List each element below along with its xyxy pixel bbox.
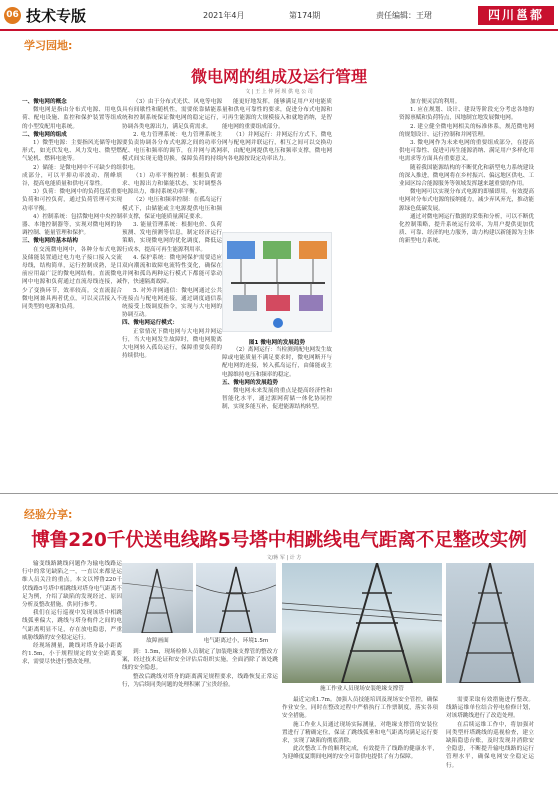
article1-title: 微电网的组成及运行管理: [190, 67, 367, 86]
photo-installation: [282, 563, 442, 683]
photo2-caption: 电气距离过小，环境1.5m: [203, 638, 269, 644]
paragraph: 4. 保护系统：微电网保护需要适应双向潮流和故障电流特性变化，确保在并网和孤岛两种运行模式下都能可靠动作，快速隔离故障。: [122, 254, 222, 286]
paragraph: 微电网未来发展的重点是提高经济性和智能化水平，通过源网荷储一体化协同控制，实现多能互补，促进能源结构转型。: [222, 388, 332, 411]
photo3-caption: 施工作业人员现场安装绝缘支撑管: [320, 686, 404, 692]
paragraph: 随着我国能源结构的不断优化和新型电力系统建设的深入推进，微电网将在乡村振兴、偏远地区供电、工业园区综合能源服务等领域发挥越来越重要的作用。: [399, 164, 534, 188]
issue-date: 2021年4月: [203, 11, 245, 20]
subheading: 四、微电网运行模式：: [122, 320, 178, 327]
paragraph: 到：1.5m，现场检修人员制定了加装绝缘支撑管的整改方案，经过技术论证和安全评估后组织实施，全面消除了该处跳线的安全隐患。: [122, 649, 278, 672]
article2-column-1: [22, 560, 122, 796]
paragraph: 2. 建立健全微电网相关的标准体系，规范微电网的规划设计、运行控制和并网管理。: [399, 123, 534, 138]
paragraph: 3）负荷：微电网中的负荷包括重要负荷和可控负荷，通过负荷管理可实现功率平衡。: [22, 189, 122, 212]
paragraph: 正常情况下微电网与大电网并网运行，当大电网发生故障时，微电网脱离大电网转入孤岛运行，保障重要负荷的持续供电。: [122, 328, 222, 360]
paragraph: 1）微型电源：主要指风光储等电源形式，如光伏发电、风力发电、微型燃气轮机、燃料电池等。: [22, 140, 122, 163]
paragraph: 通过对微电网运行数据的采集和分析，可以不断优化控制策略，提升系统运行效率，为用户提供更加优质、可靠、经济的电力服务，助力构建以新能源为主体的新型电力系统。: [399, 213, 534, 245]
paragraph: 经现场测量，跳线对塔身最小距离约1.5m，小于规程规定的安全距离要求，需要尽快进行整改处理。: [22, 643, 122, 666]
section-divider: [0, 493, 558, 494]
subheading: 一、微电网的概念: [22, 99, 67, 105]
paragraph: 施工作业人员通过现场实际测量，对绝缘支撑管的安装位置进行了精确定位，保证了跳线弧垂和电气距离均满足运行要求，实现了缺陷的彻底消除。: [282, 721, 438, 745]
paragraph: 1. 应在规划、设计、建设等阶段充分考虑各地的资源禀赋和负荷特点，因地制宜地发展微电网。: [399, 107, 534, 122]
article1-column-2: [122, 98, 222, 490]
article1-column-3b: [222, 346, 332, 490]
subheading: 三、微电网的基本结构: [22, 238, 78, 245]
paragraph: 在后续运维工作中，将加强对同类型杆塔跳线的巡视检查，建立缺陷隐患台账，及时发现并消除安全隐患，不断提升输电线路的运行管理水平，确保电网安全稳定运行。: [446, 721, 534, 769]
paragraph: 4）控制系统：包括微电网中央控制器、本地控制器等，实现对微电网的协调控制、能量管理和保护。: [22, 213, 122, 237]
microgrid-diagram-graphic: [223, 233, 333, 333]
paragraph: （3）由于分布式光伏、风电等电源具有间歇性和随机性，需要依靠储能系统和控制系统保证微电网的稳定运行，协调各类电源出力，满足负荷需求。: [122, 99, 222, 130]
photo1-caption: 故障画面: [146, 638, 169, 644]
paragraph: 整改后跳线对塔身的距离满足规程要求，线路恢复正常运行，为后续同类问题的处理积累了宝贵经验。: [122, 673, 278, 688]
article1-byline: 文 | 王 上 仲 阿 坝 供 电 公 司: [245, 89, 313, 95]
issue-number: 第174期: [289, 11, 321, 20]
tower-photo-3: [282, 563, 442, 683]
paragraph: 5. 对外并网通信：微电网通过公共连接点与配电网连接，通过调度通信系统接受上级调度指令，实现与大电网的协调互动。: [122, 287, 222, 319]
photo-fault-scene: [122, 563, 193, 633]
section-name: 技术专版: [26, 7, 87, 25]
tower-photo-2: [196, 563, 276, 633]
article1-column-1: [22, 98, 122, 490]
article2-column-2: [122, 648, 278, 796]
subheading: 五、微电网的发展趋势: [222, 379, 278, 386]
paragraph: 能更好地发挥，能够满足用户对电能质量和供电可靠性的要求，促进分布式电源和可再生能源的大规模接入和就地消纳，是智能电网的重要组成部分。: [222, 99, 332, 130]
paragraph: 输变线路跳线问题作为输电线路运行中的常见缺陷之一，一直以来都是运维人员关注的重点。本文以博鲁220千伏线路5号塔中相跳线对塔身电气距离不足为例，介绍了缺陷的发现经过、原因分析及整改措施，供同行参考。: [22, 561, 122, 609]
section2-tag: 经验分享:: [24, 508, 73, 521]
paragraph: （1）功率平衡控制：根据负荷需求、电源出力和储能状态，实时调整各电源出力，维持系统功率平衡。: [122, 172, 222, 196]
article2-byline: 文/蒋 军 | 计 方: [266, 555, 302, 561]
article1-column-3a: [222, 98, 332, 228]
paragraph: 我们在运行巡视中发现该塔中相跳线弧垂偏大，跳线与塔身构件之间的电气距离明显不足，存在放电隐患，严重威胁线路的安全稳定运行。: [22, 610, 122, 641]
photo-clearance: [196, 563, 276, 633]
microgrid-diagram: [222, 232, 332, 332]
subheading: 二、微电网的组成: [22, 131, 67, 138]
tower-photo-4: [446, 563, 534, 683]
paragraph: （2）离网运行：当检测到配电网发生故障或电能质量不满足要求时，微电网断开与配电网的连接，转入孤岛运行，由储能或主电源维持电压和频率的稳定。: [222, 347, 332, 378]
paragraph: 3. 能量管理系统：根据电价、负荷预测、发电预测等信息，制定经济运行策略，实现微电网的优化调度，降低运行成本，提高可再生能源利用率。: [122, 222, 222, 253]
paragraph: 微电网是指由分布式电源、用电负荷、配电设施、监控和保护装置等组成的小型发配用电系统。: [22, 107, 122, 130]
paragraph: （2）电压和频率控制：在孤岛运行模式下，由储能或主电源提供电压和频率支撑，保证电能质量满足要求。: [122, 197, 222, 220]
figure1-caption: 图1 微电网的发展趋势: [248, 340, 306, 346]
paragraph: 3. 微电网作为未来电网的重要组成部分，在提高供电可靠性、促进可再生能源消纳、满足用户多样化用电需求等方面具有重要意义。: [399, 140, 534, 163]
article1-column-4: [399, 98, 534, 490]
paragraph: 2. 电力管理系统：电力管理系统主要负责协调各分布式电源之间的功率分配、电压和频率的调节，在并网与离网模式间实现无缝切换，保障负荷的持续供电。: [122, 131, 222, 171]
paragraph: 在交流微电网中，各种分布式电源及储能装置通过电力电子接口接入交流母线，结构简单，运行控制成熟，是目前应用最广泛的微电网结构。直流微电网中电源和负荷通过直流母线连接，减少了变换环节，效率较高。交直流混合微电网兼具两者优点，可以灵活接入不同类型的电源和负荷。: [22, 246, 122, 311]
paragraph: 2）储能：是微电网中不可缺少的组成部分，可以平抑功率波动、削峰填谷，提高电能质量和供电可靠性。: [22, 164, 122, 188]
paragraph: 最近完成1.7m。加强人员技能培训及现场安全管控，确保作业安全，同时在整改过程中严格执行工作票制度，落实各项安全措施。: [282, 697, 438, 720]
article2-column-4: [446, 696, 534, 796]
newspaper-logo: 四川邕都: [478, 6, 554, 25]
editor-credit: 责任编辑：王珺: [376, 11, 432, 20]
article2-column-3: [282, 696, 438, 796]
paragraph: 此次整改工作的顺利完成，有效提升了线路的健康水平，为迎峰度夏期间电网的安全可靠供电提供了有力保障。: [282, 746, 438, 761]
tower-photo-1: [122, 563, 193, 633]
photo-tower-closeup: [446, 563, 534, 683]
masthead-divider: [0, 29, 558, 31]
paragraph: （1）并网运行：并网运行方式下，微电网与配电网并联运行，相互之间可以交换功率，由配电网提供电压和频率支撑，微电网内各电源按设定功率出力。: [222, 131, 332, 163]
masthead: [0, 0, 558, 30]
section1-tag: 学习园地:: [24, 39, 73, 52]
article2-title: 博鲁220千伏送电线路5号塔中相跳线电气距离不足整改实例: [31, 530, 527, 551]
paragraph: 加方便灵活的利用。: [410, 99, 461, 105]
page-number-badge: 06: [4, 7, 21, 24]
paragraph: 需要采取有效措施进行整改。线路运维单位结合停电检修计划，对该塔跳线进行了改造处理。: [446, 697, 534, 720]
paragraph: 微电网可以实现分布式电源的即插即用，有效提高电网对分布式电源的接纳能力，减少弃风弃光，推动能源绿色低碳发展。: [399, 189, 534, 212]
